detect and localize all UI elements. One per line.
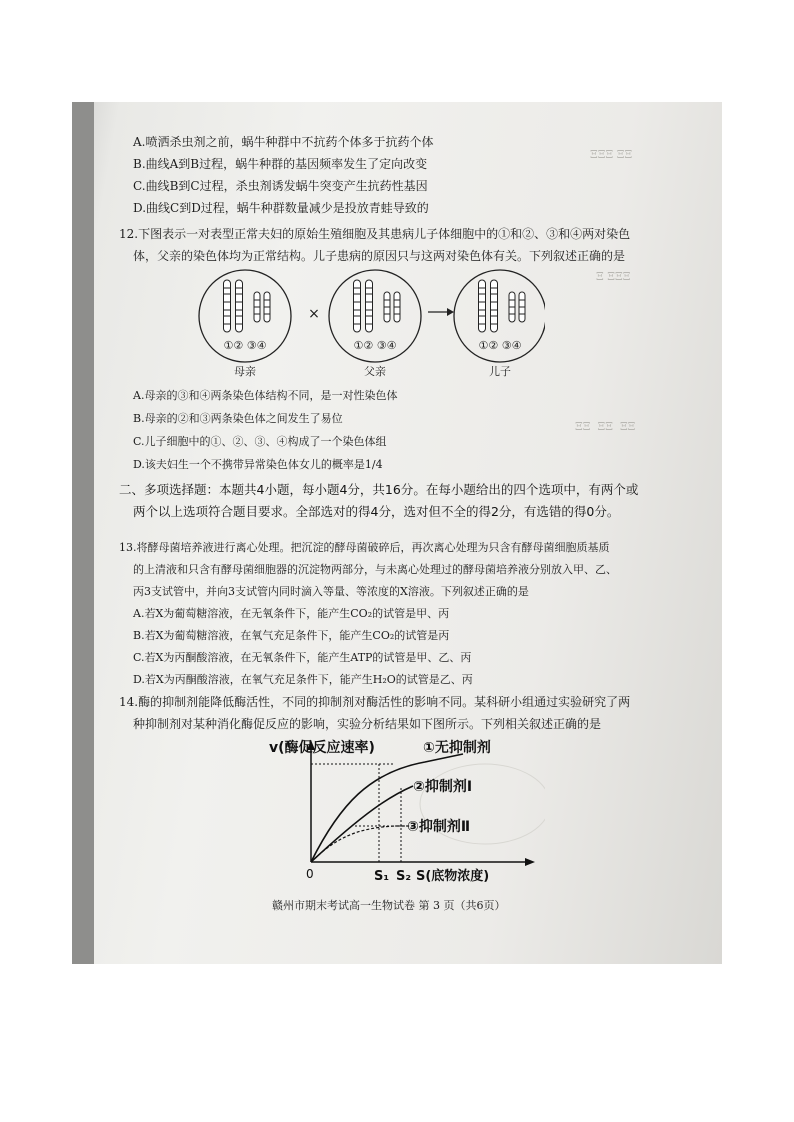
q13-option-b: B.若X为葡萄糖溶液，在氧气充足条件下，能产生CO₂的试管是丙: [133, 629, 450, 642]
q12-stem-line2: 体，父亲的染色体均为正常结构。儿子患病的原因只与这两对染色体有关。下列叙述正确的是: [133, 249, 626, 263]
father-chrom-numbers: ①② ③④: [353, 339, 397, 352]
section2-heading-line1: 二、多项选择题：本题共4小题，每小题4分，共16分。在每小题给出的四个选项中，有两个或: [119, 482, 639, 497]
q11-option-d: D.曲线C到D过程，蜗牛种群数量减少是投放青蛙导致的: [133, 201, 429, 215]
x-axis-arrow-icon: [525, 858, 535, 866]
label-mother: 母亲: [234, 365, 256, 378]
q13-stem-line3: 丙3支试管中，并向3支试管内同时滴入等量、等浓度的X溶液。下列叙述正确的是: [133, 585, 529, 598]
label-son: 儿子: [489, 365, 511, 378]
son-chrom-numbers: ①② ③④: [478, 339, 522, 352]
q13-stem-line1: 13.将酵母菌培养液进行离心处理。把沉淀的酵母菌破碎后，再次离心处理为只含有酵母菌细胞质基质: [119, 541, 610, 554]
arrow-icon: [447, 308, 454, 316]
x-axis-label: S(底物浓度): [416, 869, 490, 884]
q11-option-a: A.喷洒杀虫剂之前，蜗牛种群中不抗药个体多于抗药个体: [133, 135, 434, 149]
mother-chrom-numbers: ①② ③④: [223, 339, 267, 352]
curve-no-inhibitor: [311, 754, 463, 862]
curve-inhibitor-2: [311, 826, 413, 862]
enzyme-rate-graph: [255, 734, 545, 886]
curve2-label: ②抑制剂Ⅰ: [413, 779, 473, 795]
q12-option-a: A.母亲的③和④两条染色体结构不同，是一对性染色体: [133, 389, 398, 402]
s1-label: S₁: [374, 869, 390, 884]
q12-option-d: D.该夫妇生一个不携带异常染色体女儿的概率是1/4: [133, 458, 383, 471]
chromosome-diagram: [195, 266, 545, 378]
q12-option-c: C.儿子细胞中的①、②、③、④构成了一个染色体组: [133, 435, 387, 448]
q13-option-c: C.若X为丙酮酸溶液，在无氧条件下，能产生ATP的试管是甲、乙、丙: [133, 651, 472, 664]
origin-label: 0: [306, 867, 314, 881]
q12-stem-line1: 12.下图表示一对表型正常夫妇的原始生殖细胞及其患病儿子体细胞中的①和②、③和④两对染色: [119, 227, 631, 241]
page-edge-shadow: [72, 102, 94, 964]
q14-stem-line2: 种抑制剂对某种消化酶促反应的影响，实验分析结果如下图所示。下列相关叙述正确的是: [133, 717, 602, 731]
curve-inhibitor-1: [311, 786, 413, 862]
y-axis-label: v(酶促反应速率): [269, 740, 375, 756]
q13-option-d: D.若X为丙酮酸溶液，在氧气充足条件下，能产生H₂O的试管是乙、丙: [133, 673, 473, 686]
q12-option-b: B.母亲的②和③两条染色体之间发生了易位: [133, 412, 343, 425]
page-footer: 赣州市期末考试高一生物试卷 第 3 页（共6页）: [272, 899, 506, 912]
label-father: 父亲: [364, 365, 386, 378]
cross-symbol: ×: [308, 306, 320, 322]
q13-stem-line2: 的上清液和只含有酵母菌细胞器的沉淀物两部分，与未离心处理过的酵母菌培养液分别放入甲、乙、: [133, 563, 617, 576]
section2-heading-line2: 两个以上选项符合题目要求。全部选对的得4分，选对但不全的得2分，有选错的得0分。: [133, 504, 620, 519]
q13-option-a: A.若X为葡萄糖溶液，在无氧条件下，能产生CO₂的试管是甲、丙: [133, 607, 450, 620]
q14-stem-line1: 14.酶的抑制剂能降低酶活性，不同的抑制剂对酶活性的影响不同。某科研小组通过实验研究了两: [119, 695, 631, 709]
curve1-label: ①无抑制剂: [423, 740, 491, 756]
s2-label: S₂: [396, 869, 412, 884]
curve3-label: ③抑制剂Ⅱ: [407, 819, 471, 835]
q11-option-c: C.曲线B到C过程，杀虫剂诱发蜗牛突变产生抗药性基因: [133, 179, 428, 193]
q11-option-b: B.曲线A到B过程，蜗牛种群的基因频率发生了定向改变: [133, 157, 428, 171]
